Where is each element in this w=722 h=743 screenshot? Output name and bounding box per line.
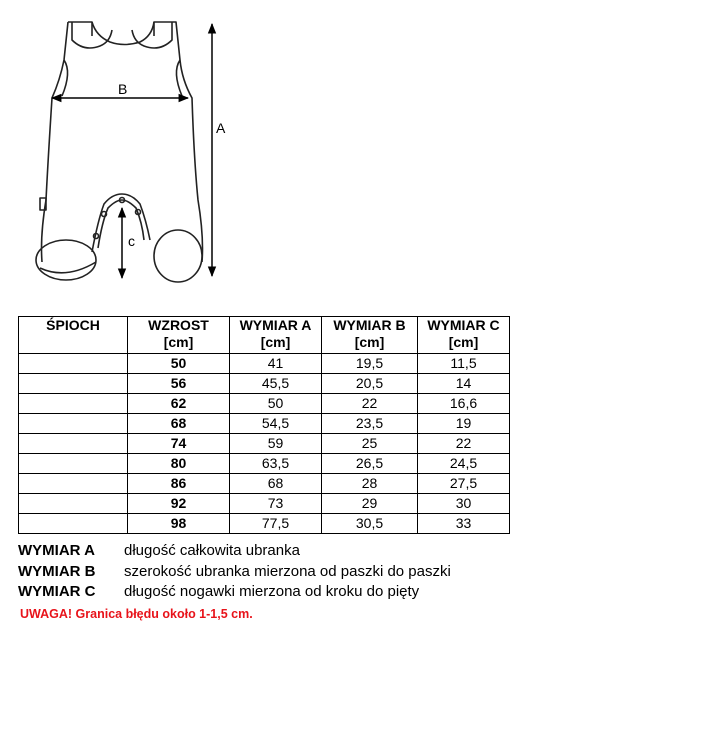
- legend: [18, 541, 451, 603]
- table-row: [19, 494, 510, 514]
- table-cell: 22: [418, 434, 510, 454]
- legend-item: [18, 562, 451, 583]
- table-cell: 26,5: [322, 454, 418, 474]
- table-cell: 19: [418, 414, 510, 434]
- legend-desc: szerokość ubranka mierzona od paszki do paszki: [124, 562, 451, 580]
- table-cell: 63,5: [230, 454, 322, 474]
- legend-item: [18, 541, 451, 562]
- legend-term: WYMIAR A: [18, 542, 95, 559]
- legend-desc: długość całkowita ubranka: [124, 542, 300, 559]
- legend-term: WYMIAR B: [18, 562, 96, 580]
- table-row: [19, 354, 510, 374]
- legend-item: [18, 582, 451, 603]
- table-cell: 19,5: [322, 354, 418, 374]
- table-cell: 16,6: [418, 394, 510, 414]
- header-wymiar-a: WYMIAR A [cm]: [230, 317, 322, 354]
- table-cell: 73: [230, 494, 322, 514]
- table-cell: [19, 494, 128, 514]
- table-cell: [19, 394, 128, 414]
- table-cell: 68: [128, 414, 230, 434]
- table-cell: 68: [230, 474, 322, 494]
- table-cell: 77,5: [230, 514, 322, 534]
- table-cell: 80: [128, 454, 230, 474]
- table-cell: 59: [230, 434, 322, 454]
- table-cell: 50: [230, 394, 322, 414]
- table-cell: 22: [322, 394, 418, 414]
- table-cell: 33: [418, 514, 510, 534]
- header-wzrost: WZROST [cm]: [128, 317, 230, 354]
- table-cell: 25: [322, 434, 418, 454]
- table-cell: [19, 354, 128, 374]
- table-cell: 50: [128, 354, 230, 374]
- table-cell: [19, 514, 128, 534]
- table-cell: [19, 414, 128, 434]
- table-row: [19, 474, 510, 494]
- table-cell: 11,5: [418, 354, 510, 374]
- table-cell: 24,5: [418, 454, 510, 474]
- table-row: [19, 434, 510, 454]
- table-cell: [19, 474, 128, 494]
- romper-outline: [36, 22, 203, 282]
- header-spioch: ŚPIOCH: [19, 317, 128, 354]
- table-cell: 28: [322, 474, 418, 494]
- table-row: [19, 394, 510, 414]
- table-header-row: [19, 317, 510, 354]
- table-cell: 98: [128, 514, 230, 534]
- header-wymiar-b: WYMIAR B [cm]: [322, 317, 418, 354]
- table-row: [19, 414, 510, 434]
- table-cell: 14: [418, 374, 510, 394]
- table-cell: 54,5: [230, 414, 322, 434]
- table-cell: [19, 374, 128, 394]
- table-row: [19, 454, 510, 474]
- table-cell: [19, 454, 128, 474]
- table-row: [19, 514, 510, 534]
- dimension-c-label: c: [128, 233, 135, 249]
- header-wymiar-c: WYMIAR C [cm]: [418, 317, 510, 354]
- table-cell: 23,5: [322, 414, 418, 434]
- table-cell: 86: [128, 474, 230, 494]
- table-cell: 74: [128, 434, 230, 454]
- table-cell: 45,5: [230, 374, 322, 394]
- table-cell: 62: [128, 394, 230, 414]
- error-margin-warning: UWAGA! Granica błędu około 1-1,5 cm.: [20, 607, 253, 621]
- table-cell: 20,5: [322, 374, 418, 394]
- table-cell: [19, 434, 128, 454]
- table-cell: 56: [128, 374, 230, 394]
- table-cell: 29: [322, 494, 418, 514]
- table-row: [19, 374, 510, 394]
- table-cell: 30: [418, 494, 510, 514]
- size-table: [18, 316, 510, 534]
- table-cell: 92: [128, 494, 230, 514]
- romper-diagram: [0, 0, 722, 300]
- dimension-a-label: A: [216, 120, 226, 136]
- table-cell: 41: [230, 354, 322, 374]
- table-cell: 27,5: [418, 474, 510, 494]
- legend-desc: długość nogawki mierzona od kroku do pięty: [124, 583, 420, 600]
- table-cell: 30,5: [322, 514, 418, 534]
- dimension-b-label: B: [118, 81, 128, 97]
- legend-term: WYMIAR C: [18, 583, 96, 600]
